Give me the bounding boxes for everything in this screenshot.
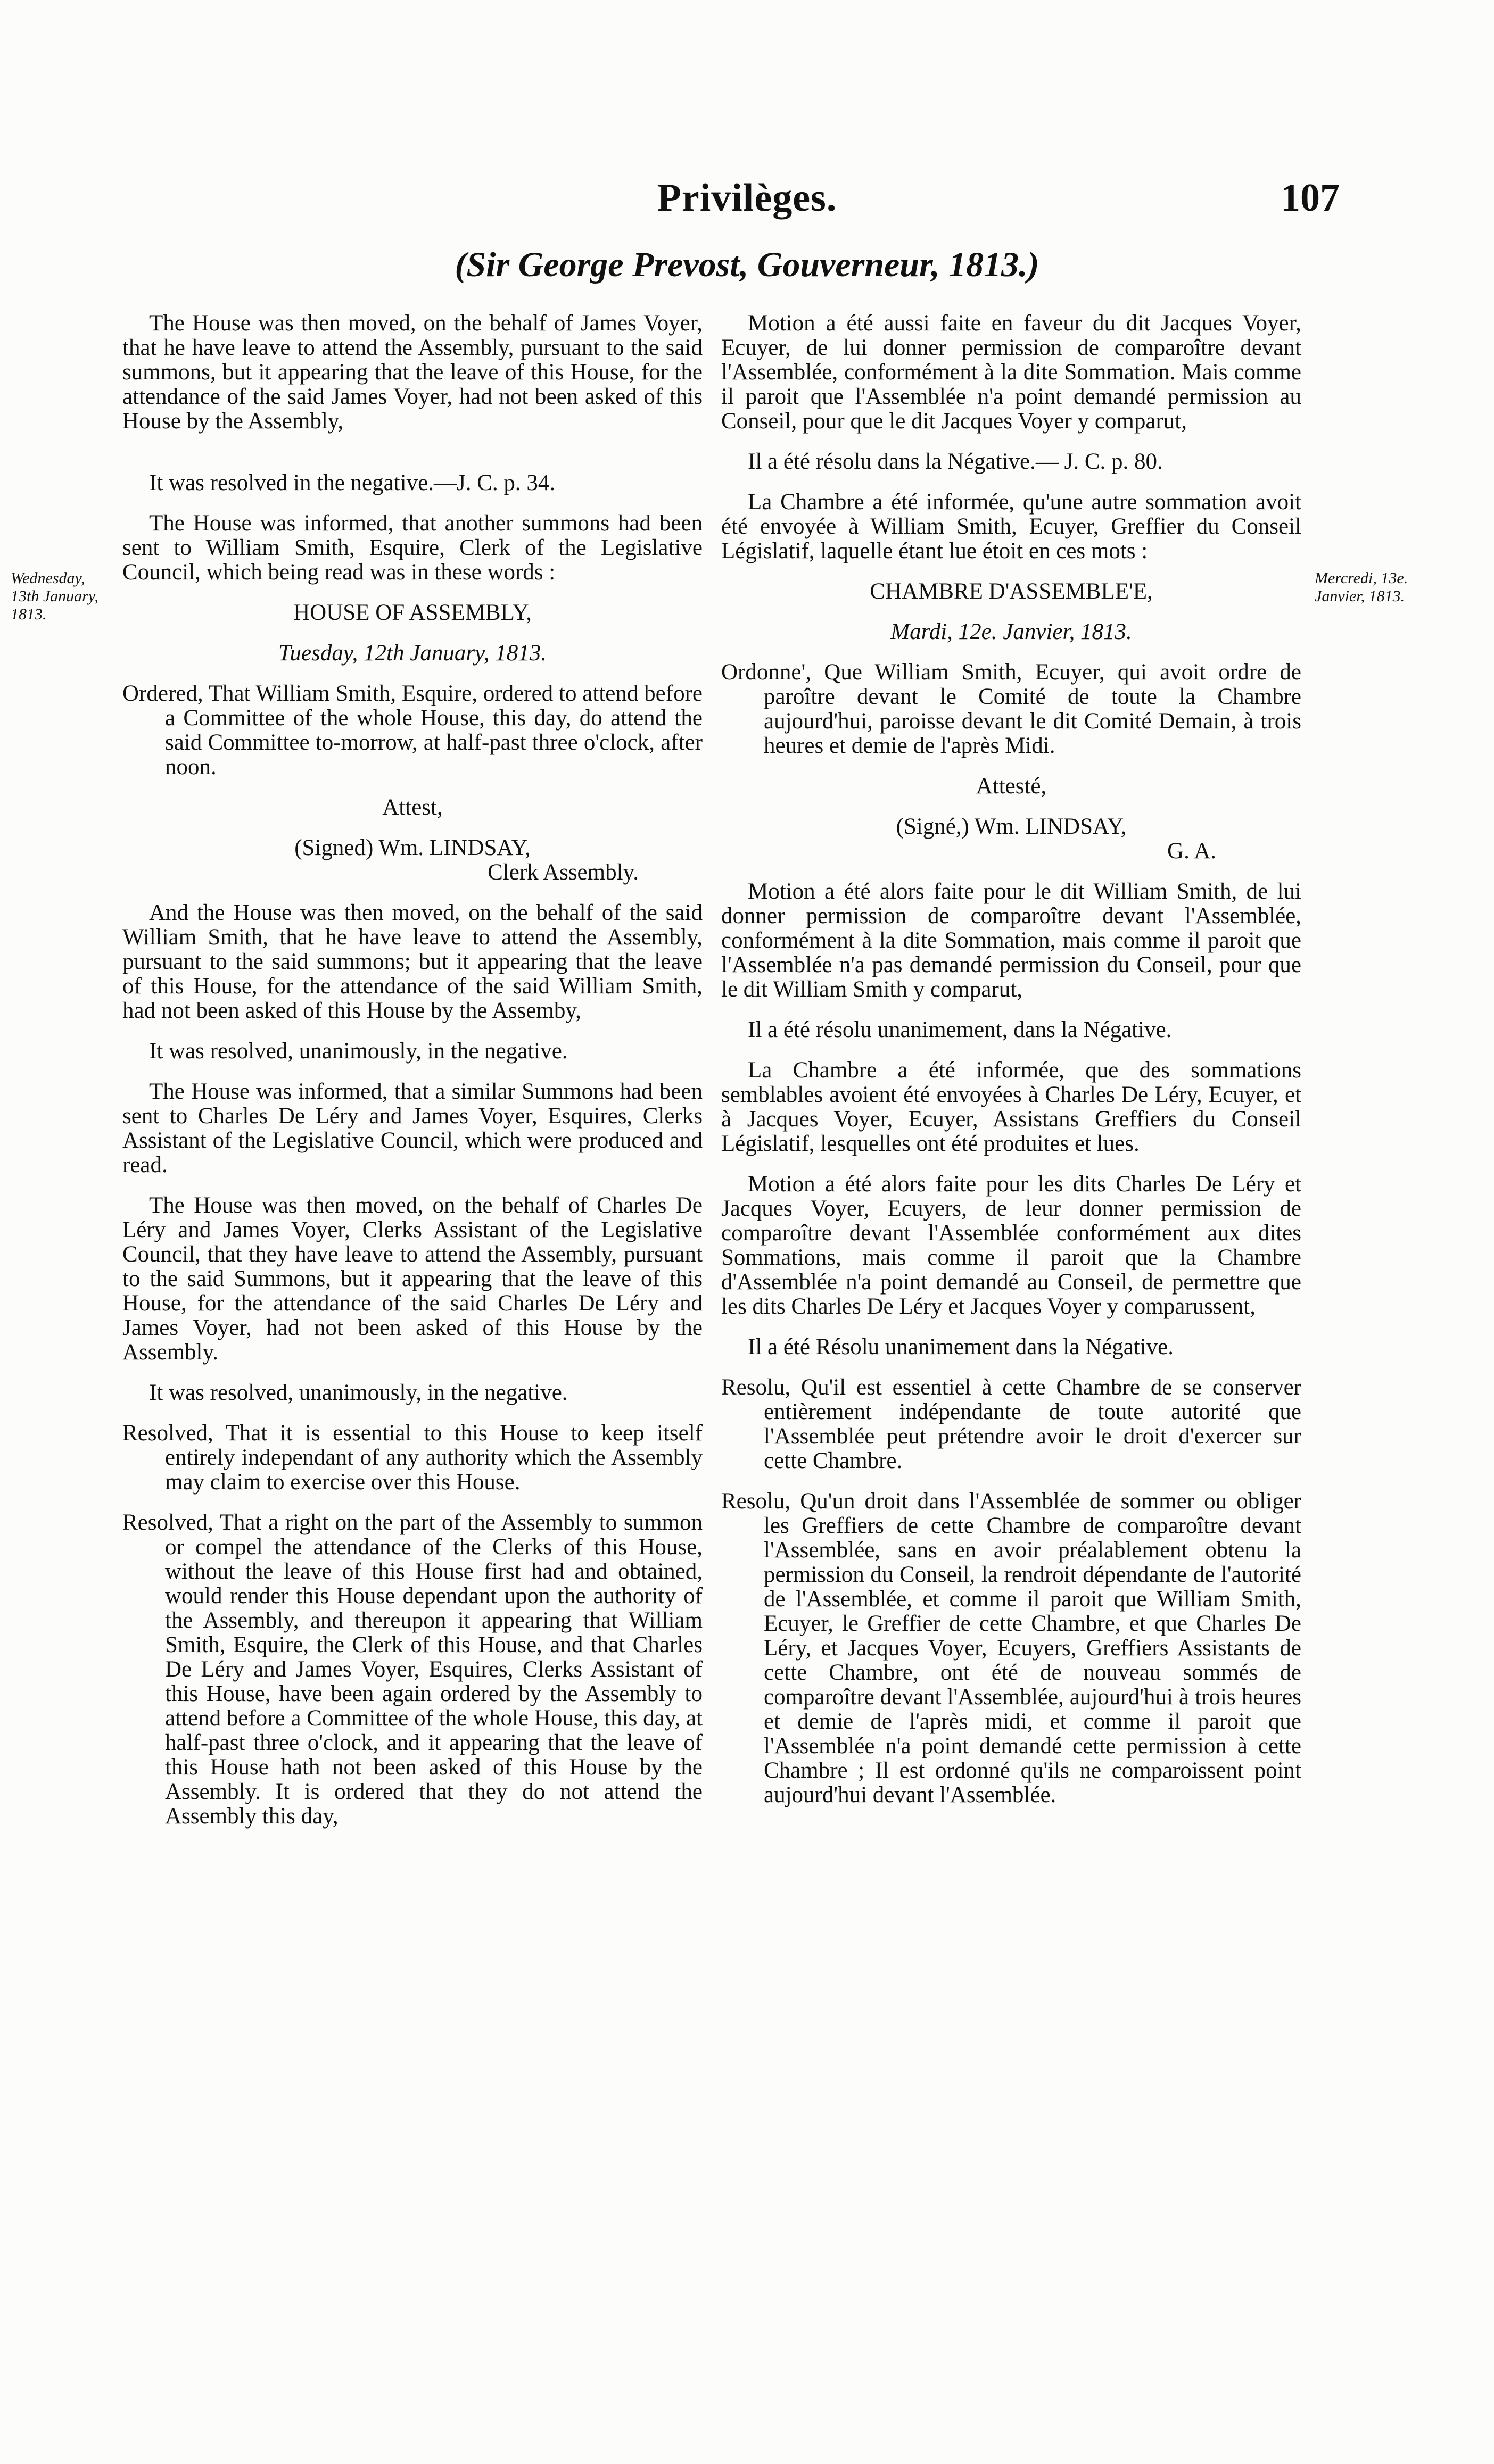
paragraph: La Chambre a été informée, qu'une autre sommation avoit été envoyée à William Smith, Ecuyer, Greffier du Conseil Législatif, laquelle étant lue étoit en ces mots : [721, 490, 1301, 563]
resolution: Resolved, That a right on the part of the Assembly to summon or compel the attendance of the Clerks of this House, without the leave of this House first had and obtained, would render this House dependant upon the authority of the Assembly, and thereupon it appearing that William Smith, Esquire, the Clerk of this House, and that Charles De Léry and James Voyer, Esquires, Clerks Assistant of this House, have been again ordered by the Assembly to attend before a Committee of the whole House, this day, at half-past three o'clock, and it appearing that the leave of this House hath not been asked of this House by the Assembly. It is ordered that they do not attend the Assembly this day, [122, 1510, 703, 1829]
paragraph: The House was informed, that another summons had been sent to William Smith, Esquire, Clerk of the Legislative Council, which being read was in these words : [122, 511, 703, 585]
attest-label: Attest, [382, 795, 443, 820]
paragraph: La Chambre a été informée, que des sommations semblables avoient été envoyées à Charles De Léry, Ecuyer, et à Jacques Voyer, Ecuyer, Assistans Greffiers du Conseil Législatif, lesquelles ont été produites et lues. [721, 1058, 1301, 1156]
margin-note-right: Mercredi, 13e. Janvier, 1813. [1315, 569, 1408, 605]
date-line: Mardi, 12e. Janvier, 1813. [890, 619, 1132, 644]
french-column [721, 311, 1301, 1823]
paragraph: The House was informed, that a similar Summons had been sent to Charles De Léry and James Voyer, Esquires, Clerks Assistant of the Legislative Council, which were produced and read. [122, 1079, 703, 1177]
paragraph: It was resolved in the negative.—J. C. p. 34. [149, 470, 556, 495]
order-paragraph: Ordered, That William Smith, Esquire, ordered to attend before a Committee of the whole House, this day, do attend the said Committee to-morrow, at half-past three o'clock, after noon. [122, 681, 703, 779]
paragraph: Il a été résolu unanimement, dans la Négative. [748, 1017, 1172, 1042]
paragraph: Il a été résolu dans la Négative.— J. C. p. 80. [748, 449, 1163, 474]
paragraph: Il a été Résolu unanimement dans la Négative. [748, 1334, 1174, 1359]
heading: CHAMBRE D'ASSEMBLE'E, [870, 579, 1153, 604]
paragraph: The House was then moved, on the behalf of James Voyer, that he have leave to attend the Assembly, pursuant to the said summons, but it appearing that the leave of this House, for the attendance of the said James Voyer, had not been asked of this House by the Assembly, [122, 311, 703, 434]
heading: HOUSE OF ASSEMBLY, [293, 600, 532, 625]
attest-label: Attesté, [976, 774, 1047, 799]
signature-title: Clerk Assembly. [488, 860, 639, 885]
paragraph: Motion a été alors faite pour le dit William Smith, de lui donner permission de comparoître devant l'Assemblée, conformément à la dite Sommation, mais comme il paroit que l'Assemblée n'a pas demandé permission du Conseil, pour que le dit William Smith y comparut, [721, 879, 1301, 1002]
page-number: 107 [1281, 176, 1340, 220]
paragraph: And the House was then moved, on the behalf of the said William Smith, that he have leave to attend the Assembly, pursuant to the said summons; but it appearing that the leave of this House, for the attendance of the said William Smith, had not been asked of this House by the Assemby, [122, 900, 703, 1023]
signature: (Signed) Wm. LINDSAY, [294, 835, 531, 860]
page-subtitle: (Sir George Prevost, Gouverneur, 1813.) [455, 245, 1039, 284]
order-paragraph: Ordonne', Que William Smith, Ecuyer, qui avoit ordre de paroître devant le Comité de toute la Chambre aujourd'hui, paroisse devant le dit Comité Demain, à trois heures et demie de l'après Midi. [721, 660, 1301, 758]
signature: (Signé,) Wm. LINDSAY, [896, 814, 1127, 839]
resolution: Resolved, That it is essential to this House to keep itself entirely independant of any authority which the Assembly may claim to exercise over this House. [122, 1421, 703, 1495]
page-title: Privilèges. [657, 176, 837, 220]
resolution: Resolu, Qu'un droit dans l'Assemblée de sommer ou obliger les Greffiers de cette Chambre de comparoître devant l'Assemblée, sans en avoir préalablement obtenu la permission du Conseil, la rendroit dépendante de l'autorité de l'Assemblée, et comme il paroit que William Smith, Ecuyer, le Greffier de cette Chambre, et que Charles De Léry, et Jacques Voyer, Ecuyers, Greffiers Assistants de cette Chambre, ont été de nouveau sommés de comparoître devant l'Assemblée, aujourd'hui à trois heures et demie de l'après midi, et comme il paroit que l'Assemblée n'a point demandé cette permission à cette Chambre ; Il est ordonné qu'ils ne comparoissent point aujourd'hui devant l'Assemblée. [721, 1489, 1301, 1807]
paragraph: Motion a été alors faite pour les dits Charles De Léry et Jacques Voyer, Ecuyers, de leur donner permission de comparoître devant l'Assemblée conformément aux dites Sommations, mais comme il paroit que la Chambre d'Assemblée n'a point demandé au Conseil, de permettre que les dits Charles De Léry et Jacques Voyer y comparussent, [721, 1172, 1301, 1319]
paragraph: The House was then moved, on the behalf of Charles De Léry and James Voyer, Clerks Assistant of the Legislative Council, that they have leave to attend the Assembly, pursuant to the said Summons, but it appearing that the leave of this House, for the attendance of the said Charles De Léry and James Voyer, had not been asked of this House by the Assembly. [122, 1193, 703, 1365]
date-line: Tuesday, 12th January, 1813. [278, 641, 547, 666]
signature-title: G. A. [1167, 839, 1216, 864]
margin-note-left: Wednesday, 13th January, 1813. [11, 569, 98, 623]
paragraph: It was resolved, unanimously, in the negative. [149, 1039, 568, 1064]
resolution: Resolu, Qu'il est essentiel à cette Chambre de se conserver entièrement indépendante de toute autorité que l'Assemblée peut prétendre avoir le droit d'exercer sur cette Chambre. [721, 1375, 1301, 1473]
paragraph: Motion a été aussi faite en faveur du dit Jacques Voyer, Ecuyer, de lui donner permission de comparoître devant l'Assemblée, conformément à la dite Sommation. Mais comme il paroit que l'Assemblée n'a point demandé permission au Conseil, pour que le dit Jacques Voyer y comparut, [721, 311, 1301, 434]
english-column [122, 311, 703, 1845]
paragraph: It was resolved, unanimously, in the negative. [149, 1380, 568, 1405]
